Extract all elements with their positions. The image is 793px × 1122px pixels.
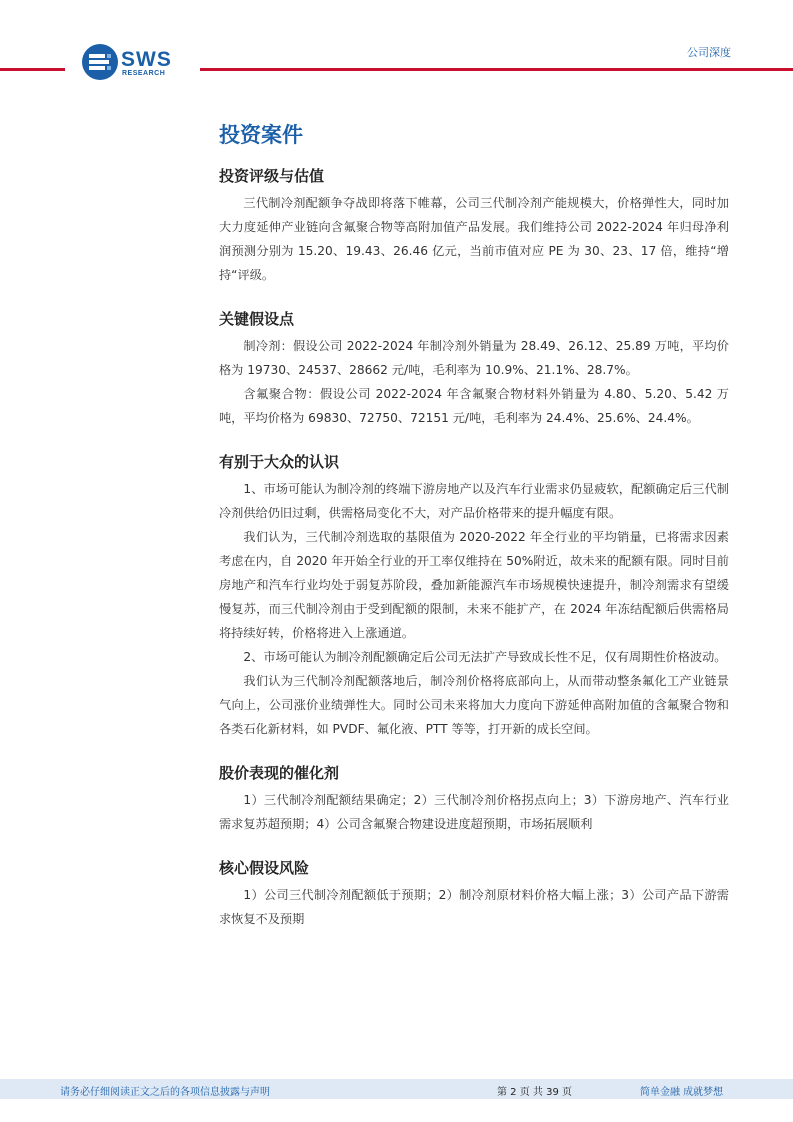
paragraph: 三代制冷剂配额争夺战即将落下帷幕，公司三代制冷剂产能规模大，价格弹性大，同时加大力度延伸产业链向含氟聚合物等高附加值产品发展。我们维持公司 2022-2024 年归母净利润预测分别为 15.20、19.43、26.46 亿元，当前市值对应 PE 为 30、23、17 倍，维持“增持“评级。 xyxy=(219,196,729,282)
section-risks xyxy=(219,856,729,931)
section-heading: 关键假设点 xyxy=(219,310,295,328)
main-content xyxy=(219,120,729,951)
footer-disclaimer: 请务必仔细阅读正文之后的各项信息披露与声明 xyxy=(60,1087,270,1098)
paragraph: 含氟聚合物：假设公司 2022-2024 年含氟聚合物材料外销量为 4.80、5.20、5.42 万吨，平均价格为 69830、72750、72151 元/吨，毛利率为 24.4%、25.6%、24.4%。 xyxy=(219,387,729,425)
section-heading: 股价表现的催化剂 xyxy=(219,764,340,782)
paragraph: 1、市场可能认为制冷剂的终端下游房地产以及汽车行业需求仍显疲软，配额确定后三代制冷剂供给仍旧过剩，供需格局变化不大，对产品价格带来的提升幅度有限。 xyxy=(219,482,729,520)
report-type-label: 公司深度 xyxy=(687,46,731,59)
paragraph: 1）公司三代制冷剂配额低于预期；2）制冷剂原材料价格大幅上涨；3）公司产品下游需求恢复不及预期 xyxy=(219,888,729,926)
header-divider-left xyxy=(0,68,65,71)
paragraph: 2、市场可能认为制冷剂配额确定后公司无法扩产导致成长性不足，仅有周期性价格波动。 xyxy=(243,650,727,664)
paragraph: 我们认为，三代制冷剂选取的基限值为 2020-2022 年全行业的平均销量，已将需求因素考虑在内，自 2020 年开始全行业的开工率仅维持在 50%附近，故未来的配额有限。同时目前房地产和汽车行业均处于弱复苏阶段，叠加新能源汽车市场规模快速提升，制冷剂需求有望缓慢复苏，而三代制冷剂由于受到配额的限制，未来不能扩产，在 2024 年冻结配额后供需格局将持续好转，价格将进入上涨通道。 xyxy=(219,530,729,640)
page-number: 第 2 页 共 39 页 xyxy=(497,1087,572,1098)
page-title: 投资案件 xyxy=(219,123,303,147)
section-heading: 核心假设风险 xyxy=(219,859,310,877)
section-key-assumptions xyxy=(219,307,729,430)
section-catalysts xyxy=(219,761,729,836)
logo-text: SWS xyxy=(121,48,172,71)
paragraph: 我们认为三代制冷剂配额落地后，制冷剂价格将底部向上，从而带动整条氟化工产业链景气向上，公司涨价业绩弹性大。同时公司未来将加大力度向下游延伸高附加值的含氟聚合物和各类石化新材料，如 PVDF、氟化液、PTT 等等，打开新的成长空间。 xyxy=(219,674,729,736)
section-heading: 有别于大众的认识 xyxy=(219,453,340,471)
header-divider-right xyxy=(200,68,793,71)
section-valuation xyxy=(219,164,729,287)
logo-subtext: RESEARCH xyxy=(122,70,166,77)
footer-slogan: 简单金融 成就梦想 xyxy=(640,1087,724,1098)
paragraph: 1）三代制冷剂配额结果确定；2）三代制冷剂价格拐点向上；3）下游房地产、汽车行业需求复苏超预期；4）公司含氟聚合物建设进度超预期，市场拓展顺利 xyxy=(219,793,729,831)
paragraph: 制冷剂：假设公司 2022-2024 年制冷剂外销量为 28.49、26.12、25.89 万吨，平均价格为 19730、24537、28662 元/吨，毛利率为 10.9%、21.1%、28.7%。 xyxy=(219,339,729,377)
section-heading: 投资评级与估值 xyxy=(219,167,325,185)
section-differentiated-view xyxy=(219,450,729,741)
